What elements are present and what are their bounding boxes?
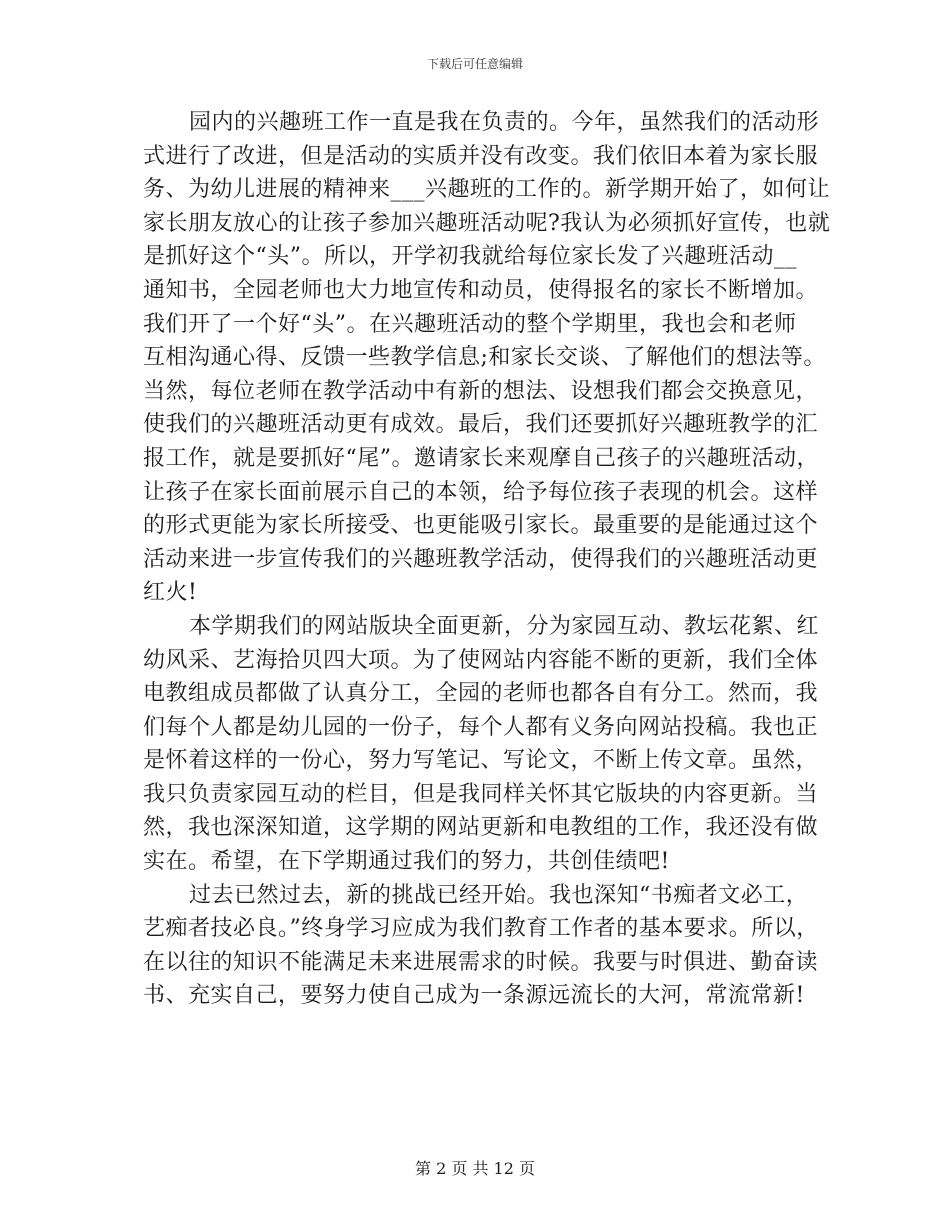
- paragraph: [143, 106, 831, 610]
- text-line: 们每个人都是幼儿园的一份子，每个人都有义务向网站投稿。我也正: [143, 714, 819, 740]
- page-footer: 第 2 页 共 12 页: [415, 1159, 535, 1178]
- page-header: 下载后可任意编辑: [426, 57, 523, 71]
- text-line: 使我们的兴趣班活动更有成效。最后，我们还要抓好兴趣班教学的汇: [143, 412, 819, 438]
- text-line: 然，我也深深知道，这学期的网站更新和电教组的工作，我还没有做: [143, 815, 819, 841]
- text-line: 让孩子在家长面前展示自己的本领，给予每位孩子表现的机会。这样: [143, 479, 819, 505]
- text-line: 园内的兴趣班工作一直是我在负责的。今年，虽然我们的活动形: [189, 110, 820, 135]
- text-line: 报工作，就是要抓好“尾”。邀请家长来观摩自己孩子的兴趣班活动，: [143, 445, 819, 471]
- text-line: 艺痴者技必良。”终身学习应成为我们教育工作者的基本要求。所以，: [143, 916, 819, 942]
- text-line: 过去已然过去，新的挑战已经开始。我也深知“书痴者文必工，: [189, 882, 809, 908]
- document-body: [143, 106, 831, 1013]
- text-line: 是抓好这个“头”。所以，开学初我就给每位家长发了兴趣班活动__: [143, 244, 797, 270]
- text-line: 当然，每位老师在教学活动中有新的想法、设想我们都会交换意见，: [143, 378, 819, 404]
- text-line: 务、为幼儿进展的精神来___兴趣班的工作的。新学期开始了，如何让: [143, 177, 831, 203]
- text-line: 本学期我们的网站版块全面更新，分为家园互动、教坛花絮、红: [189, 613, 820, 639]
- paragraph: [143, 610, 820, 879]
- text-line: 我们开了一个好“头”。在兴趣班活动的整个学期里，我也会和老师: [143, 311, 797, 337]
- text-line: 红火!: [143, 580, 198, 606]
- text-line: 在以往的知识不能满足未来进展需求的时候。我要与时俱进、勤奋读: [143, 949, 819, 975]
- text-line: 活动来进一步宣传我们的兴趣班教学活动，使得我们的兴趣班活动更: [143, 546, 819, 572]
- text-line: 实在。希望，在下学期通过我们的努力，共创佳绩吧!: [143, 849, 670, 875]
- text-line: 式进行了改进，但是活动的实质并没有改变。我们依旧本着为家长服: [143, 143, 819, 169]
- text-line: 电教组成员都做了认真分工，全园的老师也都各自有分工。然而，我: [143, 681, 819, 707]
- paragraph: [143, 879, 819, 1013]
- text-line: 的形式更能为家长所接受、也更能吸引家长。最重要的是能通过这个: [143, 513, 819, 539]
- text-line: 我只负责家园互动的栏目，但是我同样关怀其它版块的内容更新。当: [143, 781, 819, 807]
- text-line: 幼风采、艺海拾贝四大项。为了使网站内容能不断的更新，我们全体: [143, 647, 819, 673]
- text-line: 书、充实自己，要努力使自己成为一条源远流长的大河，常流常新!: [143, 983, 805, 1009]
- text-line: 通知书，全园老师也大力地宣传和动员，使得报名的家长不断增加。: [143, 277, 819, 303]
- text-line: 家长朋友放心的让孩子参加兴趣班活动呢?我认为必须抓好宣传，也就: [143, 210, 831, 236]
- text-line: 互相沟通心得、反馈一些教学信息;和家长交谈、了解他们的想法等。: [143, 345, 826, 371]
- text-line: 是怀着这样的一份心，努力写笔记、写论文，不断上传文章。虽然，: [143, 748, 819, 774]
